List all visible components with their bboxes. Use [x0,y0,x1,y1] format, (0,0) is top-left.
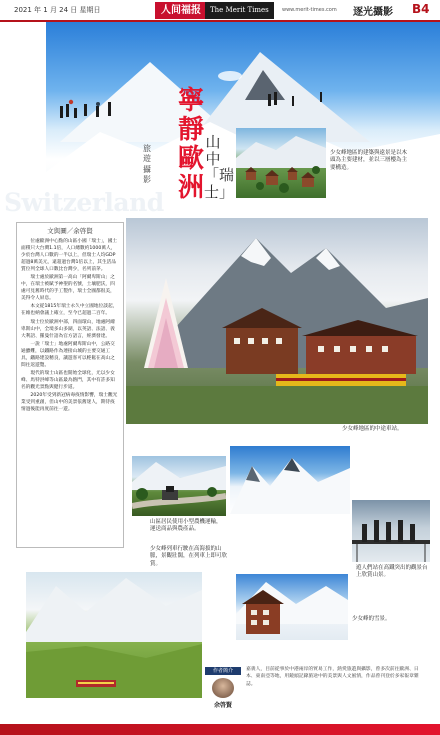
photo-alpine-meadow-train [26,572,202,698]
caption-tourists: 遊人們站在高鐵突出的觀景台上欣賞山景。 [356,565,428,579]
caption-grindelwald: 少女峰列車行駛在高海拔的山脈，景觀壯闊，在列車上即可欣賞。 [150,546,228,567]
caption-transport: 山區居民使用小型農機運輸，運送商品與農產品。 [150,519,222,533]
caption-station: 少女峰地區的中途車站。 [342,426,403,432]
newspaper-logo-english: The Merit Times [205,2,274,19]
english-title: Switzerland [4,188,164,217]
headline-sub: 山中「瑞士」 [204,133,235,201]
article-paragraph: 瑞士處於歐洲第一高山「阿爾卑斯山」之中，在瑞士被賦予神聖的名號，土壤肥沃，四處可見舊時代的手工製作，瑞士全國都很美，美得令人屏息。 [21,275,115,302]
issue-date: 2021 年 1 月 24 日 星期日 [14,6,101,14]
section-tag: 旅遊攝影 [143,144,151,185]
website-url[interactable]: www.merit-times.com [282,7,337,13]
section-title: 逐光攝影 [353,7,393,18]
author-name: 余啓賢 [213,702,232,709]
caption-village: 少女峰地區的建築與遠景是以木頭為主要建材，並以三層樓為主要構造。 [330,150,408,171]
chalet-scene [236,574,348,640]
transport-scene [132,456,226,516]
headline-main: 寧靜歐洲 [177,86,204,204]
photo-chalet [236,574,348,640]
page-number: B4 [412,2,430,16]
byline: 文與圖／余啓賢 [47,227,93,235]
photo-eiger-station [126,218,428,424]
newspaper-logo: 人间福报 [155,2,207,19]
article-body [16,222,124,548]
author-box [205,667,241,709]
article-paragraph: 現代的瑞士山區也開始全球化，尤以少女峰、馬特洪峰等山區最為熱門，其中有許多知名的觀光景點與健行步道。 [21,370,115,390]
photo-mountain-village [236,128,326,198]
photo-observation-deck [352,500,430,562]
article-paragraph: 瑞士位於歐洲中部，四面環山，地處阿爾卑斯山中，全境多山多湖，以英語、法語、義大利語、羅曼什語為官方語言，經濟發達。 [21,319,115,339]
deck-scene [352,500,430,562]
author-label: 作者簡介 [205,667,241,675]
page-header [0,0,440,22]
caption-chalet: 少女峰的雪景。 [352,616,391,622]
photo-mountain-transport [132,456,226,516]
station-scene [126,218,428,424]
footer-strip [0,724,440,735]
article-paragraph: 一說「瑞士」地處阿爾卑斯山中，公路交通雖難，以鐵路作為連接山城的主要交通工具，鐵路建設精良，讓遊客可以輕鬆在高山之間往返遊覽。 [21,341,115,368]
peaks-scene [230,446,350,514]
photo-snowy-peaks [230,446,350,514]
village-scene [236,128,326,198]
author-avatar [212,678,234,698]
meadow-scene [26,572,202,698]
article-paragraph: 本文從1815年瑞士永久中立國地位談起，在維也納會議上確立，至今已超過二百年。 [21,304,118,317]
article-paragraph: 2020年受到新冠病毒疫情影響，瑞士觀光業受到重創，但山中的美景依舊迷人，期待疫情過後能再度前往一遊。 [21,392,118,413]
article-paragraph: 位處歐洲中心點的山區小國「瑞士」，國土面積只大台灣1.1倍，人口總數約1000萬人，少於台灣人口數的一半以上，但瑞士人均GDP超過8萬美元，遠超過台灣1倍以上，其生活品質位列全球人口數比台灣少，名列前茅。 [21,239,118,273]
author-bio: 嘉義人，目前從事於中港兩岸的貿易工作，熱愛旅遊與攝影，曾多次前往歐洲、日本、東南亞等地，用鏡頭記錄旅途中的美景與人文風情，作品曾刊登於多家報章雜誌。 [246,667,419,687]
